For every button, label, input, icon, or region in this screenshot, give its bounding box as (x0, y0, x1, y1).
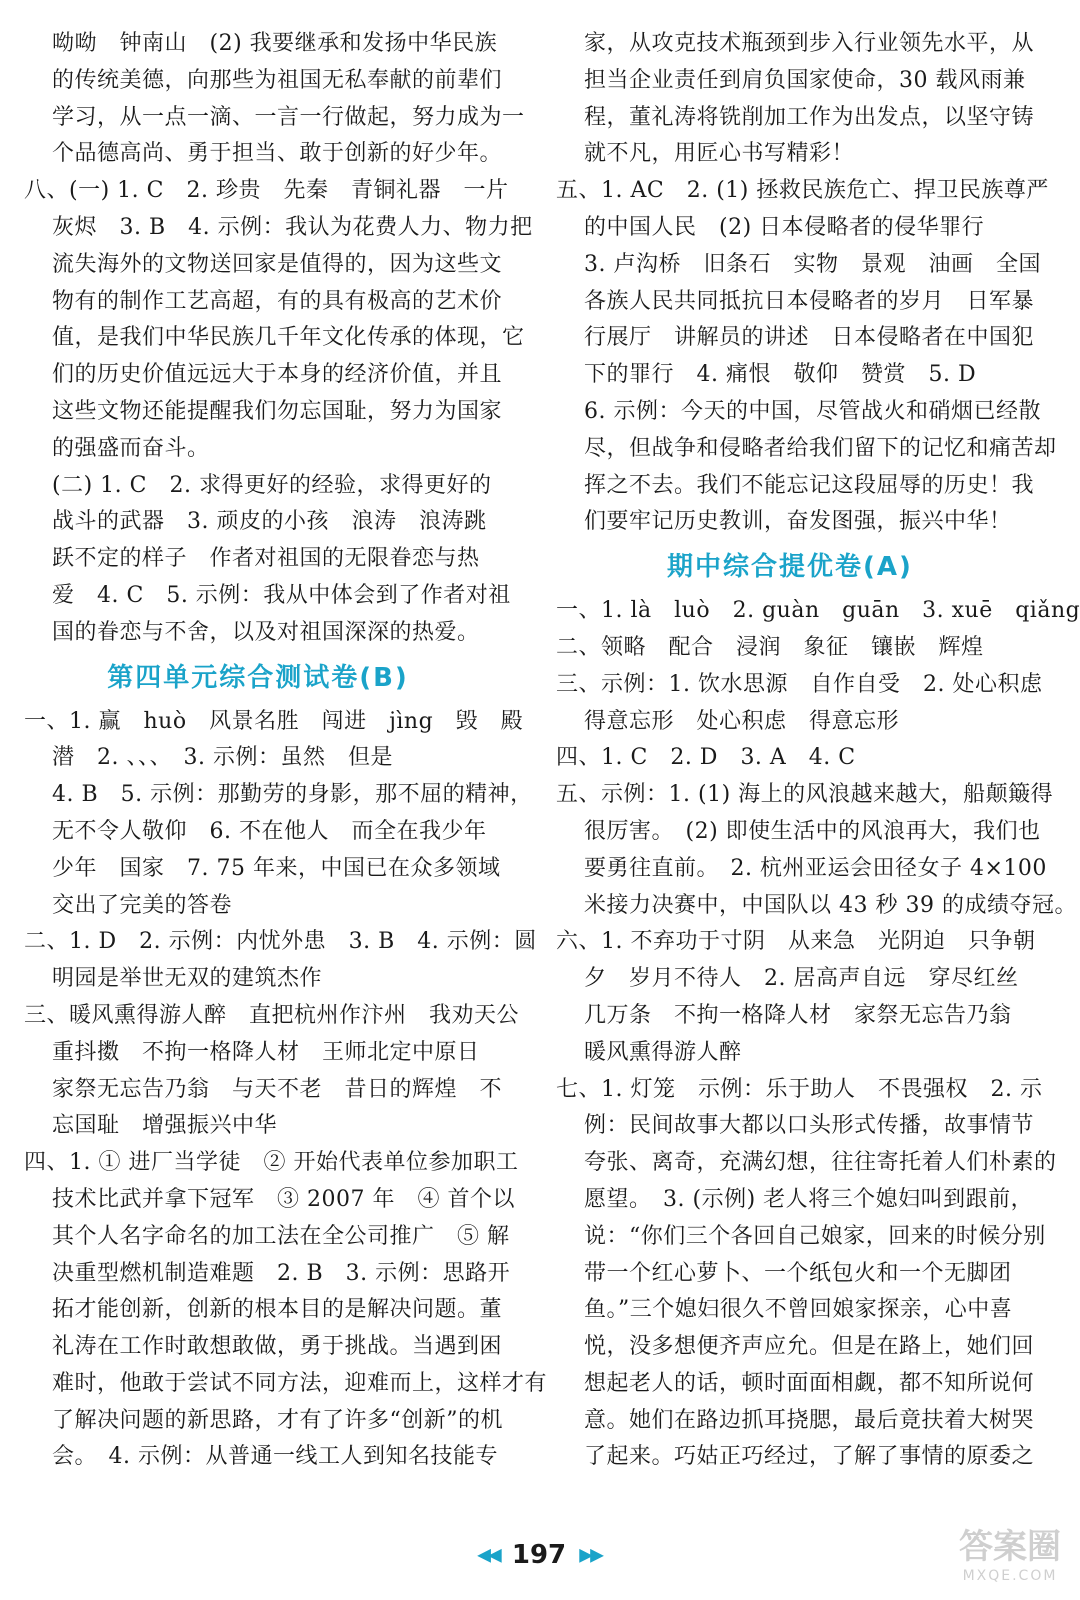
answer-line: 带一个红心萝卜、一个纸包火和一个无脚团 (584, 1260, 1012, 1286)
answer-line: 难时，他敢于尝试不同方法，迎难而上，这样才有 (52, 1370, 548, 1396)
answer-line: 流失海外的文物送回家是值得的，因为这些文 (52, 251, 503, 277)
answer-line: 的传统美德，向那些为祖国无私奉献的前辈们 (52, 67, 503, 93)
answer-line: 米接力决赛中，中国队以 43 秒 39 的成绩夺冠。 (584, 892, 1077, 918)
answer-line: 很厉害。 (2) 即使生活中的风浪再大，我们也 (584, 818, 1041, 844)
answer-line: 呦呦 钟南山 (2) 我要继承和发扬中华民族 (52, 31, 498, 56)
answer-line: 八、(一) 1. C 2. 珍贵 先秦 青铜礼器 一片 (24, 178, 509, 204)
answer-line: 悦，没多想便齐声应允。但是在路上，她们回 (584, 1334, 1035, 1360)
answer-line: 了起来。巧姑正巧经过，了解了事情的原委之 (584, 1444, 1035, 1470)
answer-line: 担当企业责任到肩负国家使命，30 载风雨兼 (584, 67, 1026, 93)
answer-line: 夸张、离奇，充满幻想，往往寄托着人们朴素的 (584, 1150, 1057, 1176)
right-column (556, 26, 1080, 1476)
answer-line: 爱 4. C 5. 示例：我从中体会到了作者对祖 (52, 582, 511, 608)
answer-line: 决重型燃机制造难题 2. B 3. 示例：思路开 (52, 1260, 511, 1286)
answer-line: 忘国耻 增强振兴中华 (52, 1113, 278, 1139)
answer-line: 们要牢记历史教训，奋发图强，振兴中华！ (584, 509, 1012, 535)
answer-line: 四、1. ① 进厂当学徒 ② 开始代表单位参加职工 (24, 1150, 519, 1176)
section-title: 期中综合提优卷(A) (667, 552, 913, 583)
answer-line: 就不凡，用匠心书写精彩！ (584, 141, 855, 167)
answer-line: 六、1. 不弃功于寸阴 从来急 光阴迫 只争朝 (556, 929, 1036, 955)
answer-line: 四、1. C 2. D 3. A 4. C (556, 745, 856, 771)
answer-line: 们的历史价值远远大于本身的经济价值，并且 (52, 362, 503, 388)
answer-line: 意。她们在路边抓耳挠腮，最后竟扶着大树哭 (584, 1407, 1035, 1433)
answer-line: (二) 1. C 2. 求得更好的经验，求得更好的 (52, 472, 492, 498)
answer-line: 愿望。 3. (示例) 老人将三个媳妇叫到跟前， (584, 1186, 1034, 1212)
answer-line: 夕 岁月不待人 2. 居高声自远 穿尽红丝 (584, 966, 1019, 992)
answer-line: 3. 卢沟桥 旧条石 实物 景观 油画 全国 (584, 251, 1041, 277)
next-arrow-icon: ▶▶ (579, 1544, 601, 1566)
answer-line: 交出了完美的答卷 (52, 892, 233, 918)
answer-line: 二、1. D 2. 示例：内忧外患 3. B 4. 示例：圆 (24, 929, 537, 955)
answer-line: 二、领略 配合 浸润 象征 镶嵌 辉煌 (556, 634, 984, 660)
answer-line: 的强盛而奋斗。 (52, 435, 210, 461)
answer-line: 七、1. 灯笼 示例：乐于助人 不畏强权 2. 示 (556, 1076, 1043, 1102)
answer-line: 个品德高尚、勇于担当、敢于创新的好少年。 (52, 141, 503, 167)
answer-line: 五、示例：1. (1) 海上的风浪越来越大，船颠簸得 (556, 782, 1054, 808)
answer-line: 得意忘形 处心积虑 得意忘形 (584, 708, 900, 734)
answer-line: 了解决问题的新思路，才有了许多“创新”的机 (52, 1407, 503, 1433)
page-number: 197 (511, 1540, 567, 1570)
answer-line: 跃不定的样子 作者对祖国的无限眷恋与热 (52, 546, 480, 572)
answer-line: 说：“你们三个各回自己娘家，回来的时候分别 (584, 1223, 1046, 1249)
answer-line: 值，是我们中华民族几千年文化传承的体现，它 (52, 325, 525, 351)
watermark-text: 答案圈 (959, 1527, 1061, 1567)
answer-line: 灰烬 3. B 4. 示例：我认为花费人力、物力把 (52, 214, 533, 240)
answer-line: 挥之不去。我们不能忘记这段屈辱的历史！我 (584, 472, 1035, 498)
answer-line: 家，从攻克技术瓶颈到步入行业领先水平，从 (584, 31, 1035, 56)
answer-line: 行展厅 讲解员的讲述 日本侵略者在中国犯 (584, 325, 1035, 351)
answer-line: 程，董礼涛将铣削加工作为出发点，以坚守铸 (584, 104, 1035, 130)
answer-line: 明园是举世无双的建筑杰作 (52, 966, 323, 992)
answer-line: 物有的制作工艺高超，有的具有极高的艺术价 (52, 288, 503, 314)
answer-line: 各族人民共同抵抗日本侵略者的岁月 日军暴 (584, 288, 1035, 314)
answer-line: 学习，从一点一滴、一言一行做起，努力成为一 (52, 104, 525, 130)
answer-line: 这些文物还能提醒我们勿忘国耻，努力为国家 (52, 398, 503, 424)
answer-line: 例：民间故事大都以口头形式传播，故事情节 (584, 1113, 1035, 1139)
answer-line: 三、暖风熏得游人醉 直把杭州作汴州 我劝天公 (24, 1002, 520, 1028)
answer-line: 家祭无忘告乃翁 与天不老 昔日的辉煌 不 (52, 1076, 503, 1102)
answer-line: 的中国人民 (2) 日本侵略者的侵华罪行 (584, 214, 985, 240)
answer-line: 其个人名字命名的加工法在全公司推广 ⑤ 解 (52, 1223, 510, 1249)
answer-line: 暖风熏得游人醉 (584, 1039, 742, 1065)
watermark-url: MXQE.COM (962, 1568, 1058, 1584)
answer-line: 6. 示例：今天的中国，尽管战火和硝烟已经散 (584, 398, 1041, 424)
answer-line: 一、1. là luò 2. guàn guān 3. xuē qiǎng (556, 598, 1080, 624)
answer-line: 国的眷恋与不舍，以及对祖国深深的热爱。 (52, 619, 480, 645)
answer-line: 想起老人的话，顿时面面相觑，都不知所说何 (584, 1370, 1035, 1396)
answer-line: 几万条 不拘一格降人材 家祭无忘告乃翁 (584, 1002, 1012, 1028)
answer-line: 尽，但战争和侵略者给我们留下的记忆和痛苦却 (584, 435, 1057, 461)
answer-line: 4. B 5. 示例：那勤劳的身影，那不屈的精神， (52, 782, 533, 808)
section-title: 第四单元综合测试卷(B) (107, 662, 409, 693)
answer-line: 下的罪行 4. 痛恨 敬仰 赞赏 5. D (584, 362, 977, 388)
prev-arrow-icon: ◀◀ (477, 1544, 499, 1566)
watermark-logo (950, 1526, 1070, 1596)
answer-line: 鱼。”三个媳妇很久不曾回娘家探亲，心中喜 (584, 1297, 1013, 1323)
answer-line: 战斗的武器 3. 顽皮的小孩 浪涛 浪涛跳 (52, 509, 487, 535)
answer-line: 一、1. 赢 huò 风景名胜 闯进 jìng 毁 殿 (24, 708, 524, 734)
left-column (24, 26, 548, 1476)
answer-line: 少年 国家 7. 75 年来，中国已在众多领域 (52, 855, 501, 881)
answer-line: 礼涛在工作时敢想敢做，勇于挑战。当遇到困 (52, 1334, 503, 1360)
answer-line: 重抖擞 不拘一格降人材 王师北定中原日 (52, 1039, 480, 1065)
answer-line: 技术比武并拿下冠军 ③ 2007 年 ④ 首个以 (52, 1186, 515, 1212)
answer-line: 拓才能创新，创新的根本目的是解决问题。董 (52, 1297, 503, 1323)
answer-line: 五、1. AC 2. (1) 拯救民族危亡、捍卫民族尊严 (556, 178, 1049, 204)
answer-line: 会。 4. 示例：从普通一线工人到知名技能专 (52, 1444, 498, 1470)
answer-line: 三、示例：1. 饮水思源 自作自受 2. 处心积虑 (556, 671, 1043, 697)
answer-line: 要勇往直前。 2. 杭州亚运会田径女子 4×100 (584, 855, 1047, 881)
answer-line: 无不令人敬仰 6. 不在他人 而全在我少年 (52, 818, 487, 844)
page-footer (0, 1540, 1078, 1570)
answer-line: 潜 2. 、、、 3. 示例：虽然 但是 (52, 745, 393, 771)
